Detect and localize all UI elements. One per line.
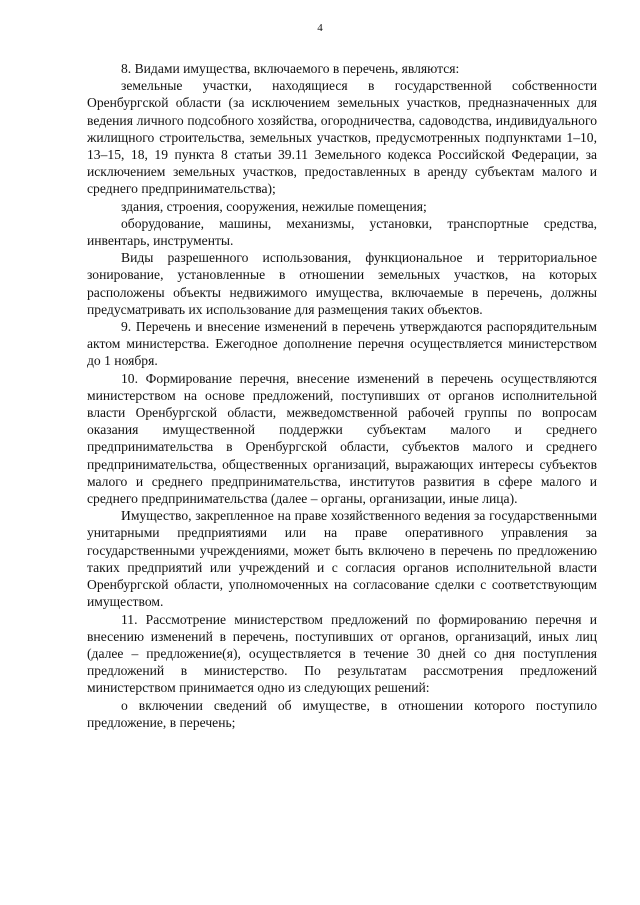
- paragraph-8-heading: 8. Видами имущества, включаемого в перечень, являются:: [121, 61, 460, 76]
- document-body: [87, 60, 597, 731]
- paragraph-land-plots: земельные участки, находящиеся в государственной собственности Оренбургской области (за исключением земельных участков, предназначенных для ведения личного подсобного хозяйства, огородничества, садоводства, индивидуального жилищного строительства, земельных участков, предусмотренных подпунктами 1–10, 13–15, 18, 19 пункта 8 статьи 39.11 Земельного кодекса Российской Федерации, за исключением земельных участков, предоставленных в аренду субъектам малого и среднего предпринимательства);: [87, 78, 597, 197]
- page-number: 4: [317, 22, 323, 34]
- paragraph-equipment: оборудование, машины, механизмы, установки, транспортные средства, инвентарь, инструменты.: [87, 215, 597, 249]
- paragraph-9: 9. Перечень и внесение изменений в перечень утверждаются распорядительным актом министерства. Ежегодное дополнение перечня осуществляется министерством до 1 ноября.: [87, 319, 597, 369]
- paragraph-inclusion-decision: о включении сведений об имуществе, в отношении которого поступило предложение, в перечень;: [87, 697, 597, 730]
- paragraph-assigned-property: Имущество, закрепленное на праве хозяйственного ведения за государственными унитарными предприятиями или на праве оперативного управления за государственными учреждениями, может быть включено в перечень по предложению таких предприятий или учреждений и с согласия органов исполнительной власти Оренбургской области, уполномоченных на согласование сделки с соответствующим имуществом.: [87, 508, 597, 610]
- paragraph-buildings: здания, строения, сооружения, нежилые помещения;: [121, 198, 427, 214]
- paragraph-permitted-use: Виды разрешенного использования, функциональное и территориальное зонирование, установленные в отношении земельных участков, на которых расположены объекты недвижимого имущества, включаемые в перечень, должны предусматривать их использование для размещения таких объектов.: [87, 250, 597, 317]
- paragraph-11: 11. Рассмотрение министерством предложений по формированию перечня и внесению изменений в перечень, поступивших от органов, организаций, иных лиц (далее – предложение(я), осуществляется в течение 30 дней со дня поступления предложений в министерство. По результатам рассмотрения предложений министерством принимается одно из следующих решений:: [87, 611, 597, 696]
- paragraph-10: 10. Формирование перечня, внесение изменений в перечень осуществляются министерством на основе предложений, поступивших от органов исполнительной власти Оренбургской области, межведомственной рабочей группы по вопросам оказания имущественной поддержки субъектам малого и среднего предпринимательства в Оренбургской области, субъектов малого и среднего предпринимательства, общественных организаций, выражающих интересы субъектов малого и среднего предпринимательства, институтов развития в сфере малого и среднего предпринимательства (далее – органы, организации, иные лица).: [87, 370, 597, 507]
